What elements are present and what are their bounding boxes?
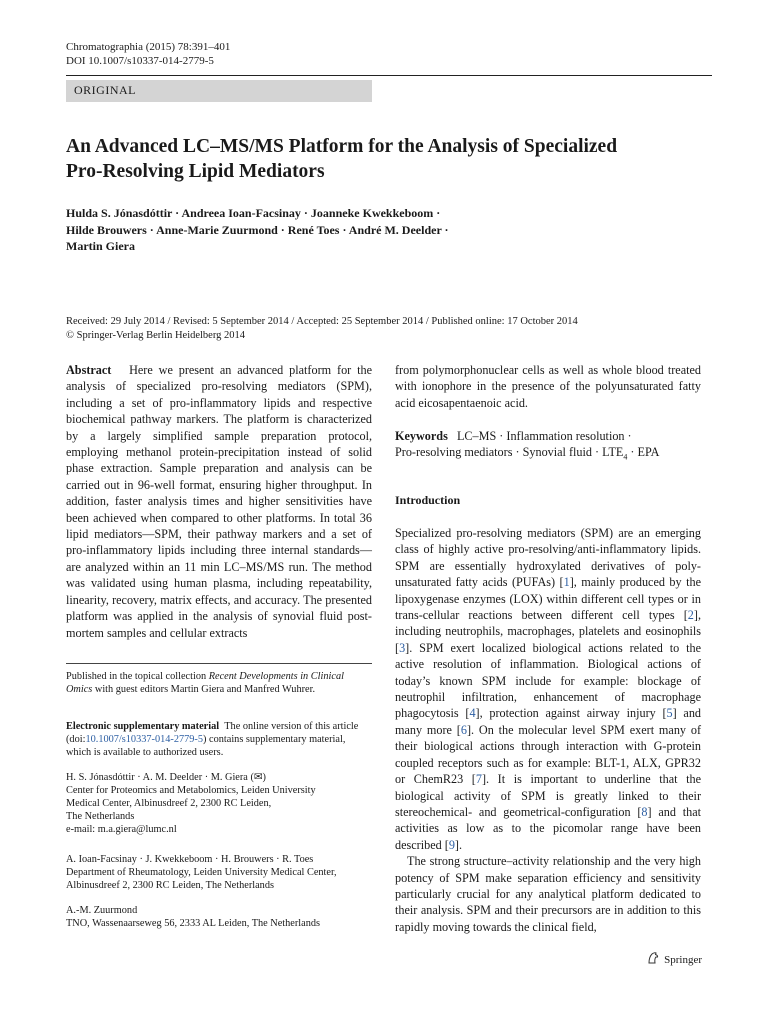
affiliation-3	[66, 904, 372, 930]
publisher-name: Springer	[664, 953, 702, 966]
aff2-names: A. Ioan-Facsinay · J. Kwekkeboom · H. Brouwers · R. Toes	[66, 854, 314, 865]
authors-line-2: Hilde Brouwers · Anne-Marie Zuurmond · René Toes · André M. Deelder ·	[66, 222, 449, 237]
journal-header	[66, 40, 230, 68]
publisher-mark	[646, 951, 702, 968]
ref-link[interactable]: 3	[399, 640, 406, 655]
intro-p1-e: ], protection against airway injury [	[475, 706, 667, 721]
journal-doi: DOI 10.1007/s10337-014-2779-5	[66, 55, 214, 67]
keywords-label: Keywords	[395, 429, 448, 443]
collection-text-a: Published in the topical collection	[66, 671, 209, 682]
aff2-line-1: Department of Rheumatology, Leiden University Medical Center,	[66, 867, 337, 878]
keywords-sub: 4	[623, 452, 628, 462]
author-list	[66, 205, 706, 255]
esm-text-a: The online version of this article (doi:	[66, 721, 359, 745]
aff1-line-2: Medical Center, Albinusdreef 2, 2300 RC Leiden,	[66, 798, 272, 809]
keywords-text-2: Pro-resolving mediators · Synovial fluid · LTE	[395, 445, 624, 460]
intro-p1-g: ]. On the molecular level SPM exert many of their biological actions through interaction with G-protein coupled receptors such as for example: BLT-1, ALX, GPR32 or ChemR23 [	[395, 722, 701, 787]
footnote-rule	[66, 663, 372, 664]
authors-line-1: Hulda S. Jónasdóttir · Andreea Ioan-Facsinay · Joanneke Kwekkeboom ·	[66, 206, 441, 220]
date-history: Received: 29 July 2014 / Revised: 5 September 2014 / Accepted: 25 September 2014 / Published online: 17 October 2014	[66, 316, 578, 327]
header-rule	[66, 75, 712, 76]
title-line-1: An Advanced LC–MS/MS Platform for the Analysis of Specialized	[66, 136, 618, 157]
aff3-line-1: TNO, Wassenaarseweg 56, 2333 AL Leiden, The Netherlands	[66, 918, 321, 929]
springer-horse-icon	[646, 951, 660, 968]
intro-p1-a: Specialized pro-resolving mediators (SPM) are an emerging class of highly active pro-resolving/anti-inflammatory lipids. SPM are essentially hydroxylated derivatives of poly-unsaturated fatty acids (PUFAs) [	[395, 526, 701, 590]
esm-label: Electronic supplementary material	[66, 721, 220, 732]
keywords	[395, 428, 701, 466]
title-line-2: Pro-Resolving Lipid Mediators	[66, 161, 325, 182]
authors-line-3: Martin Giera	[66, 239, 135, 253]
aff1-email[interactable]: e-mail: m.a.giera@lumc.nl	[66, 824, 177, 835]
introduction-heading: Introduction	[395, 493, 461, 507]
ref-link[interactable]: 8	[641, 804, 648, 819]
intro-p1-i: ] and that activities as low as to the picomolar range have been described [	[395, 804, 701, 852]
intro-p2: The strong structure–activity relationship and the very high potency of SPM make separation efficiency and sensitivity particularly crucial for any analytical platform dedicated to their analysis. SPM and their precursors are in addition to this rapidly moving towards the clinical field,	[395, 854, 701, 934]
ref-link[interactable]: 5	[666, 706, 673, 721]
aff3-names: A.-M. Zuurmond	[66, 905, 138, 916]
abstract-text: Here we present an advanced platform for the analysis of specialized pro-resolving mediators (SPM), including a set of pro-inflammatory lipids and respective biochemical pathway markers. The platform is characterized by a largely simplified sample preparation protocol, employing methanol protein-precipitation instead of solid phase extraction. Sample preparation and analysis can be carried out in 96-well format, ensuring higher throughput. In addition, faster analysis times and higher sensitivities have been achieved when compared to other platforms. In total 36 lipid mediators—SPM, their pathway markers and a set of pro-inflammatory lipids including three internal standards—are analyzed within an 11 min LC–MS/MS run. The method was validated using human plasma, including repeatability, linearity, recovery, matrix effects, and accuracy. The presented platform was applied in the analysis of synovial fluid post-mortem samples and cellular extracts	[66, 363, 373, 640]
intro-p1-h: ]. It is important to underline that the biological activity of SPM is greatly linked to their stereochemical- and geometrical-configuration [	[395, 772, 701, 819]
abstract-continued: from polymorphonuclear cells as well as whole blood treated with ionophore in the presence of the polyunsaturated fatty acid eicosapentaenoic acid.	[395, 363, 701, 410]
keywords-text-1: LC–MS · Inflammation resolution ·	[456, 429, 632, 443]
ref-link[interactable]: 9	[448, 837, 455, 852]
ref-link[interactable]: 1	[563, 575, 570, 590]
intro-p1-f: ] and many more [	[395, 706, 702, 737]
copyright: © Springer-Verlag Berlin Heidelberg 2014	[66, 329, 246, 341]
ref-link[interactable]: 2	[687, 608, 694, 623]
publication-dates	[66, 315, 706, 342]
affiliation-2	[66, 853, 372, 892]
abstract-label: Abstract	[66, 363, 112, 377]
ref-link[interactable]: 4	[469, 706, 476, 721]
collection-title: Recent Developments in Clinical Omics	[66, 671, 344, 695]
affiliation-1	[66, 771, 372, 836]
introduction-body	[395, 525, 701, 935]
intro-p1-d: ]. SPM exert localized biological actions related to the active resolution of inflammation. Biological actions of today’s known SPM include for example: blockage of neutrophil infiltration, enhancement of macrophage phagocytosis [	[395, 640, 701, 721]
collection-note	[66, 670, 372, 696]
intro-p1-j: ].	[454, 837, 463, 852]
aff1-line-1: Center for Proteomics and Metabolomics, Leiden University	[66, 785, 316, 796]
article-title	[66, 134, 706, 184]
aff1-names: H. S. Jónasdóttir · A. M. Deelder · M. Giera (✉)	[66, 772, 266, 783]
esm-text-b: ) contains supplementary material, which is available to authorized users.	[66, 734, 346, 758]
aff2-line-2: Albinusdreef 2, 2300 RC Leiden, The Netherlands	[66, 880, 274, 891]
intro-p1-b: ], mainly produced by the lipoxygenase enzymes (LOX) within different cell types or in trans-cellular reactions between different cell types [	[395, 575, 701, 623]
article-type-label: ORIGINAL	[74, 83, 136, 97]
esm-note	[66, 720, 372, 759]
esm-doi-link[interactable]: 10.1007/s10337-014-2779-5	[85, 734, 204, 745]
ref-link[interactable]: 6	[460, 722, 467, 737]
journal-citation: Chromatographia (2015) 78:391–401	[66, 41, 231, 53]
keywords-text-3: · EPA	[627, 445, 660, 460]
ref-link[interactable]: 7	[475, 772, 482, 787]
collection-text-b: with guest editors Martin Giera and Manfred Wuhrer.	[92, 684, 316, 695]
abstract	[66, 362, 372, 641]
aff1-line-3: The Netherlands	[66, 811, 135, 822]
intro-p1-c: ], including neutrophils, macrophages, platelets and eosinophils [	[395, 608, 701, 655]
